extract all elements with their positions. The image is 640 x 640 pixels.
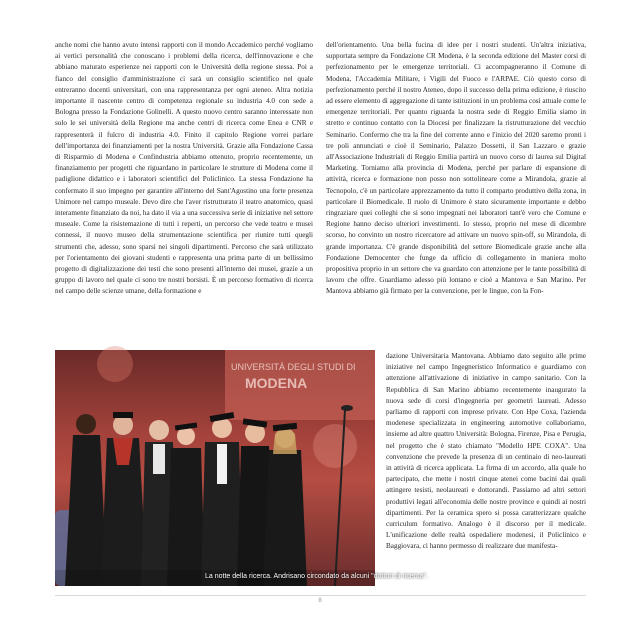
person-shirt — [153, 444, 165, 474]
banner-text: UNIVERSITÀ DEGLI STUDI DI — [231, 362, 356, 372]
photo-caption: La notte della ricerca. Andrisano circondato da alcuni "dottori di ricerca". — [205, 573, 428, 580]
person-robe — [263, 450, 307, 586]
person-hair — [273, 428, 297, 454]
person-robe — [167, 448, 205, 586]
article-column-left — [55, 40, 313, 298]
graduation-cap — [273, 423, 297, 431]
graduation-photo-illustration — [55, 350, 375, 586]
professor-cap — [113, 412, 133, 418]
page-number: 8 — [318, 598, 322, 604]
person-robe — [65, 435, 107, 586]
person-head — [149, 420, 169, 440]
stage-light — [313, 424, 357, 468]
graduation-photo — [55, 350, 428, 586]
microphone-icon — [341, 405, 353, 411]
article-column-right-top — [326, 40, 586, 298]
person-shirt — [217, 444, 227, 484]
graduates-group — [65, 412, 307, 586]
person-head — [76, 414, 96, 434]
footer-divider — [55, 595, 586, 596]
banner-text-modena: MODENA — [245, 375, 308, 391]
article-text-left: anche nomi che hanno avuto intensi rapporti con il mondo Accademico perché vogliamo ai vertici personalità che conoscano i problemi della ricerca, dell'innovazione e che abbiano maturato esperienze nei rapporti con le Università della regione stessa. Poi a fianco del consiglio d'amministrazione ci sarà un consiglio scientifico nel quale entreranno docenti universitari, con una rappresentanza per ogni ateneo. Altra notizia importante il nascente centro di competenza regionale su industria 4.0 con sede a Bologna presso la Fondazione Golinelli. A questo nuovo centro saranno interessate non solo le sei università della Regione ma anche centri di ricerca come Enea e CNR e rappresenterà il fulcro di industria 4.0. Finito il capitolo Regione vorrei parlare dell'importanza dei finanziamenti per la nostra Università. Grazie alla Fondazione Cassa di Risparmio di Modena e Confindustria abbiamo ottenuto, proprio recentemente, un finanziamento per progetti che riguardano in particolare le strutture di Modena come il padiglione didattico e i laboratori scientifici del Policlinico. La stessa Fondazione ha confermato il suo impegno per garantire all'interno del Sant'Agostino una forte presenza Unimore nel campo museale. Devo dire che l'aver ristrutturato il teatro anatomico, quasi interamente finanziato da noi, ha dato il via a una successiva serie di iniziative nel settore museale. Come la risistemazione di tutti i reperti, un percorso che vede teatro e musei connessi, il nuovo museo della strumentazione scientifica per riunire tutti quegli strumenti che, adesso, sono sparsi nei singoli dipartimenti. Percorso che sarà utilizzato per l'orientamento dei giovani studenti e rappresenta una prima parte di un bellissimo progetto di digitalizzazione dei testi che sono presenti all'interno dei musei, grazie a un gruppo di lavoro nel quale ci sono tre nostri borsisti. È un percorso formativo di ricerca nel campo delle scienze umane, della formazione e — [55, 41, 313, 296]
article-text-right-top: dell'orientamento. Una bella fucina di idee per i nostri studenti. Un'altra iniziativa, supportata sempre da Fondazione CR Modena, è la seconda edizione del Master corsi di perfezionamento per le emergenze territoriali. Ci accompagneranno il Comune di Modena, l'Accademia Militare, i Vigili del Fuoco e l'ARPAE. Ciò questo corso di perfezionamento perché il nostro Ateneo, dopo il successo della prima edizione, è riuscito ad essere elemento di aggregazione di tante istituzioni in un problema così attuale come le emergenze territoriali. Per quanto riguarda la nostra sede di Reggio Emilia siamo in stretto e continuo contatto con la Diocesi per finalizzare la ristrutturazione del vecchio Seminario. Confermo che tra la fine del corrente anno e l'inizio del 2020 saremo pronti i tre poli annunciati e cioè il Seminario, Palazzo Dossetti, il San Lazzaro e grazie all'Associazione Industriali di Reggio Emilia partirà un nuovo corso di laurea sul Digital Marketing. Torniamo alla provincia di Modena, perché per parlare di espansione di attività, ricerca e formazione non posso non sottolineare come a Mirandola, grazie al Tecnopolo, c'è un particolare apprezzamento da tutto il comparto produttivo della zona, in particolare il Biomedicale. Il ruolo di Unimore è stato sicuramente importante e debbo ringraziare quei colleghi che si sono impegnati nei laboratori tant'è vero che Comune e Regione hanno deciso ulteriori investimenti. Io stesso, proprio nel mese di dicembre scorso, ho convinto un nostro ricercatore ad attivare un nuovo spin-off, su Mirandola, di grande importanza. C'è grande disponibilità del settore Biomedicale grazie anche alla Fondazione Democenter che funge da ufficio di collegamento in maniera molto propositiva proprio in un settore che va guardato con attenzione per le tante possibilità di lavoro che offre. Guardiamo adesso più lontano e cioè a Mantova e San Marino. Per Mantova abbiamo già firmato per la convenzione, per le lingue, con la Fon- — [326, 41, 586, 296]
article-column-right-bottom — [386, 351, 586, 553]
article-text-right-bottom: dazione Universitaria Mantovana. Abbiamo dato seguito alle prime iniziative nel campo Ingegneristico Informatico e guardiamo con attenzione all'attivazione di iniziative in campo sanitario. Con la Repubblica di San Marino abbiamo recentemente inaugurato la nuova sede di corsi d'ingegneria per geometri laureati. Adesso parliamo di rapporti con imprese private. Con Hpe Coxa, l'azienda modenese specializzata in engineering automotive collaboriamo, insieme ad altre quattro Università: Bologna, Firenze, Pisa e Perugia, nel progetto che è stato chiamato "Modello HPE COXA". Una convenzione che prevede la presenza di un centinaio di neo-laureati in attività di ricerca applicata. La firma di un accordo, alla quale ho partecipato, che mette i nostri cinque atenei come bacini dai quali attingere tesisti, neolaureati e dottorandi. Passiamo ad altri settori produttivi legati all'economia delle nostre province e quindi ai nostri dipartimenti. Per la ceramica spero si possa caratterizzare qualche curriculum formativo. Analogo è il discorso per il medicale. L'unificazione delle realtà ospedaliere modenesi, il Policlinico e Baggiovara, ci hanno permesso di realizzare due manifesta- — [386, 352, 586, 551]
stage-light — [97, 346, 133, 382]
